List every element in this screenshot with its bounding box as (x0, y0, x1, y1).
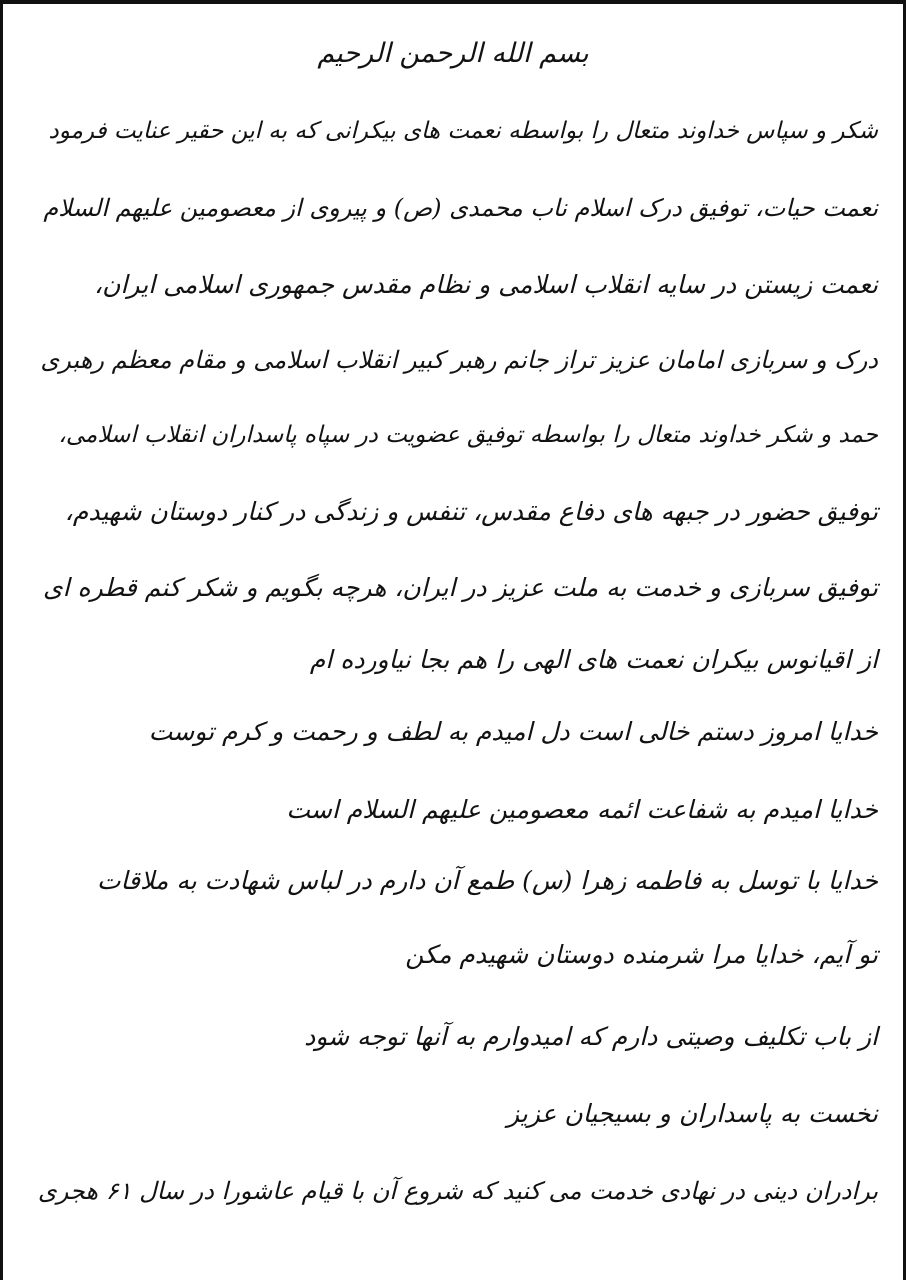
scan-border-left (0, 0, 3, 1280)
letter-line-6: توفیق حضور در جبهه های دفاع مقدس، تنفس و زندگی در کنار دوستان شهیدم، (64, 497, 878, 526)
letter-line-7: توفیق سربازی و خدمت به ملت عزیز در ایران، هرچه بگویم و شکر کنم قطره ای (43, 573, 878, 602)
letter-line-1: شکر و سپاس خداوند متعال را بواسطه نعمت های بیکرانی که به این حقیر عنایت فرمود (48, 118, 878, 144)
letter-heading: بسم الله الرحمن الرحیم (317, 38, 589, 69)
letter-line-11: خدایا با توسل به فاطمه زهرا (س) طمع آن دارم در لباس شهادت به ملاقات (96, 866, 878, 895)
letter-line-12: تو آیم، خدایا مرا شرمنده دوستان شهیدم مکن (405, 940, 878, 969)
scan-border-top (0, 0, 906, 4)
letter-line-4: درک و سربازی امامان عزیز تراز جانم رهبر کبیر انقلاب اسلامی و مقام معظم رهبری (40, 346, 878, 374)
letter-line-2: نعمت حیات، توفیق درک اسلام ناب محمدی (ص) و پیروی از معصومین علیهم السلام (43, 194, 878, 222)
letter-line-13: از باب تکلیف وصیتی دارم که امیدوارم به آنها توجه شود (304, 1022, 878, 1051)
letter-line-9: خدایا امروز دستم خالی است دل امیدم به لطف و رحمت و کرم توست (148, 717, 878, 746)
letter-line-5: حمد و شکر خداوند متعال را بواسطه توفیق عضویت در سپاه پاسداران انقلاب اسلامی، (58, 422, 878, 448)
letter-line-8: از اقیانوس بیکران نعمت های الهی را هم بجا نیاورده ام (309, 645, 878, 674)
letter-line-15: برادران دینی در نهادی خدمت می کنید که شروع آن با قیام عاشورا در سال ۶۱ هجری (37, 1177, 878, 1205)
letter-line-3: نعمت زیستن در سایه انقلاب اسلامی و نظام مقدس جمهوری اسلامی ایران، (94, 270, 878, 299)
letter-line-14: نخست به پاسداران و بسیجیان عزیز (506, 1099, 878, 1128)
letter-line-10: خدایا امیدم به شفاعت ائمه معصومین علیهم السلام است (286, 795, 878, 824)
